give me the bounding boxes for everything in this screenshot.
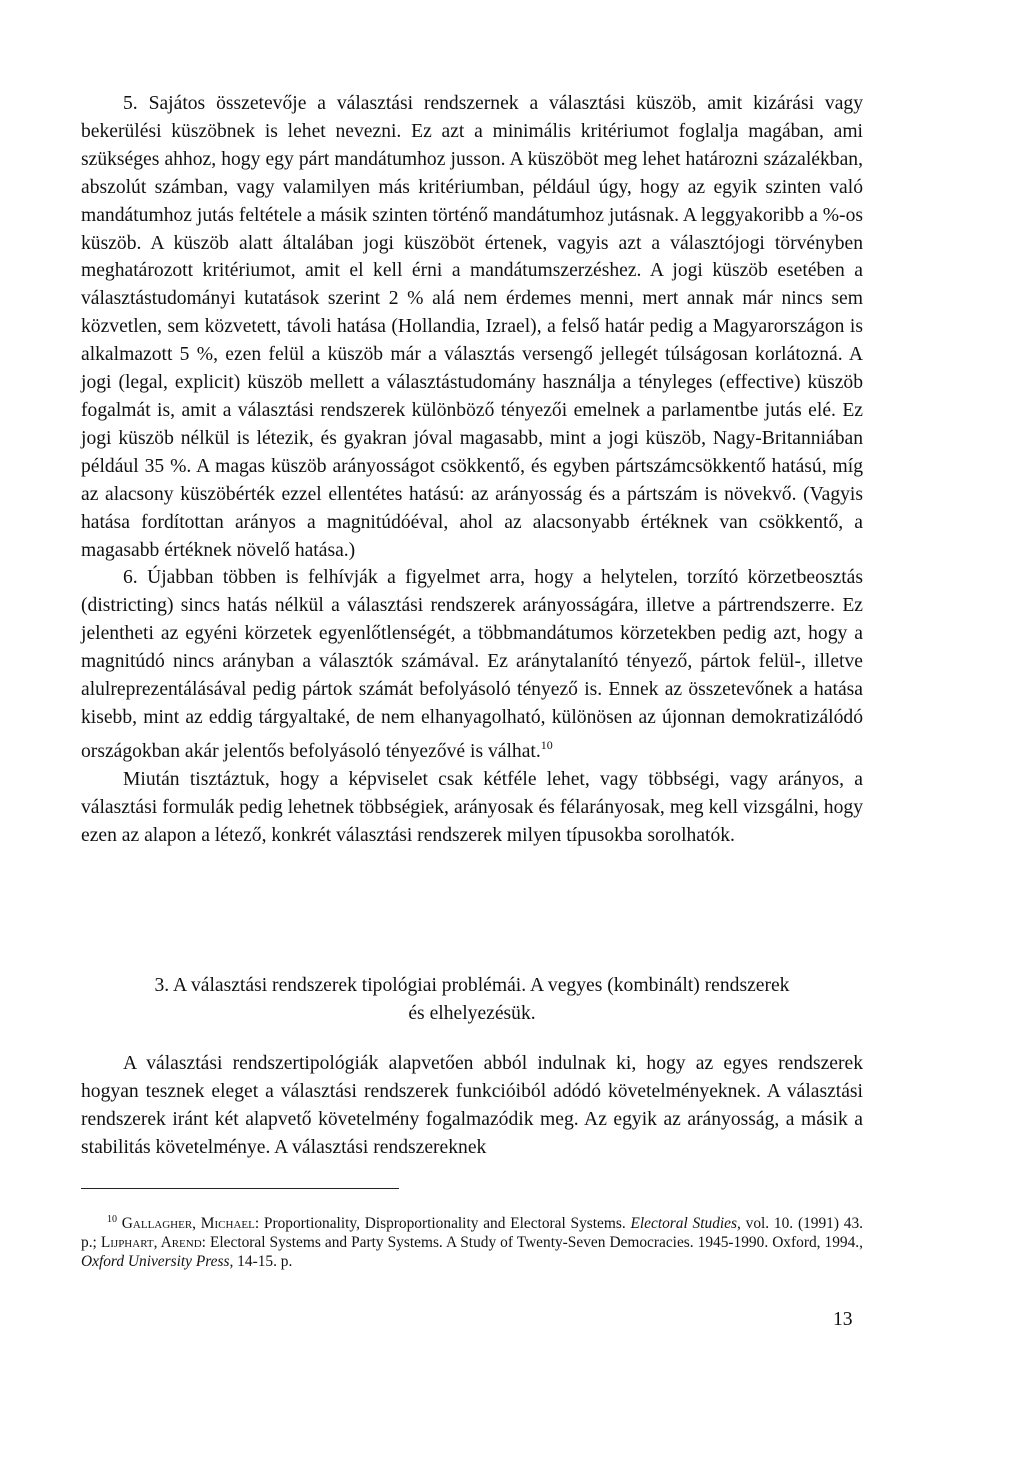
footnote-mark: 10 xyxy=(107,1214,117,1225)
paragraph-6-text: 6. Újabban többen is felhívják a figyelmet arra, hogy a helytelen, torzító körzetbeosztás (districting) sincs hatás nélkül a választási rendszerek arányosságára, illetve a pártrendszerre. Ez jelentheti az egyéni körzetek egyenlőtlenségét, a többmandátumos körzetekben pedig azt, hogy a magnitúdó nincs arányban a választók számával. Ez aránytalanító tényező, pártok felül-, illetve alulreprezentálásával pedig pártok számát befolyásoló tényező is. Ennek az összetevőnek a hatása kisebb, mint az eddig tárgyaltaké, de nem elhanyagolható, különösen az újonnan demokratizálódó országokban akár jelentős befolyásoló tényezővé is válhat. xyxy=(81,567,863,762)
footnote-text-4: 14-15. p. xyxy=(233,1253,293,1271)
footnote-author-1: Gallagher, Michael: xyxy=(121,1215,260,1232)
footnote-divider xyxy=(81,1188,399,1189)
section-heading xyxy=(81,972,863,1028)
section-heading-line-1: 3. A választási rendszerek tipológiai problémái. A vegyes (kombinált) rendszerek xyxy=(154,975,790,996)
footnote-text-3: Electoral Systems and Party Systems. A Study of Twenty-Seven Democracies. 1945-1990. Oxford, 1994., xyxy=(205,1234,863,1252)
footnote-publisher: Oxford University Press, xyxy=(81,1253,234,1271)
section-paragraph: A választási rendszertipológiák alapvetően abból indulnak ki, hogy az egyes rendszerek hogyan tesznek eleget a választási rendszerek funkcióiból adódó követelményeknek. A választási rendszerek iránt két alapvető követelmény fogalmazódik meg. Az egyik az arányosság, a másik a stabilitás követelménye. A választási rendszereknek xyxy=(81,1053,863,1158)
footnote-text-1: Proportionality, Disproportionality and Electoral Systems. xyxy=(259,1215,631,1232)
section-heading-line-2: és elhelyezésük. xyxy=(408,1003,536,1024)
paragraph-5: 5. Sajátos összetevője a választási rendszernek a választási küszöb, amit kizárási vagy bekerülési küszöbnek is lehet nevezni. Ez azt a minimális kritériumot foglalja magában, ami szükséges ahhoz, hogy egy párt mandátumhoz jusson. A küszöböt meg lehet határozni százalékban, abszolút számban, vagy valamilyen más kritériumban, például úgy, hogy az egyik szinten való mandátumhoz jutás feltétele a másik szinten történő mandátumhoz jutásnak. A leggyakoribb a %-os küszöb. A küszöb alatt általában jogi küszöböt értenek, vagyis azt a választójogi törvényben meghatározott kritériumot, amit el kell érni a mandátumszerzéshez. A jogi küszöb esetében a választástudományi kutatások szerint 2 % alá nem érdemes menni, mert annak már nincs sem közvetlen, sem közvetett, távoli hatása (Hollandia, Izrael), a felső határ pedig a Magyarországon is alkalmazott 5 %, ezen felül a küszöb már a választás versengő jellegét túlságosan korlátozná. A jogi (legal, explicit) küszöb mellett a választástudomány használja a tényleges (effective) küszöb fogalmát is, amit a választási rendszerek különböző tényezői emelnek a parlamentbe jutás elé. Ez jogi küszöb nélkül is létezik, és gyakran jóval magasabb, mint a jogi küszöb, Nagy-Britanniában például 35 %. A magas küszöb arányosságot csökkentő, és egyben pártszámcsökkentő hatású, míg az alacsony küszöbérték ezzel ellentétes hatású: az arányosság és a pártszám is növekvő. (Vagyis hatása fordítottan arányos a magnitúdóéval, ahol az alacsonyabb értéknek van csökkentő, a magasabb értéknek növelő hatása.) xyxy=(81,93,863,561)
footnote-author-2: Lijphart, Arend: xyxy=(100,1234,206,1252)
footnote xyxy=(81,1210,863,1272)
main-text-block xyxy=(81,90,863,849)
paragraph-6 xyxy=(81,564,863,765)
page-number: 13 xyxy=(833,1309,853,1330)
section-body xyxy=(81,1050,863,1162)
footnote-text-2: vol. 10. (1991) 43. p.; xyxy=(81,1215,863,1252)
footnote-journal: Electoral Studies, xyxy=(630,1215,741,1232)
paragraph-summary: Miután tisztáztuk, hogy a képviselet csak kétféle lehet, vagy többségi, vagy arányos, a választási formulák pedig lehetnek többségiek, arányosak és félarányosak, meg kell vizsgálni, hogy ezen az alapon a létező, konkrét választási rendszerek milyen típusokba sorolhatók. xyxy=(81,768,863,846)
footnote-reference: 10 xyxy=(540,737,553,752)
